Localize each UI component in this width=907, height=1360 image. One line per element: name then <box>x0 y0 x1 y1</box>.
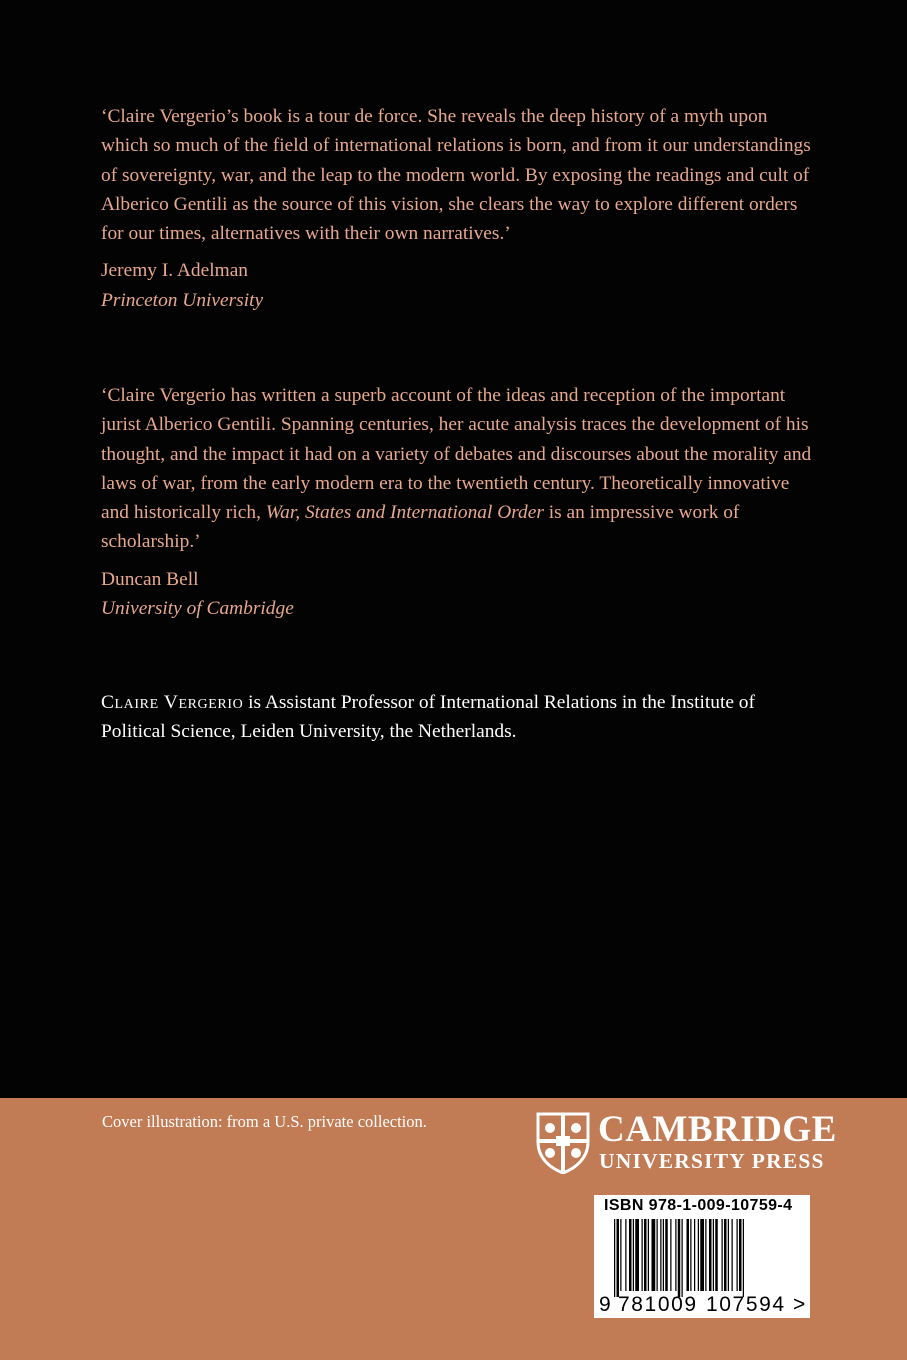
cambridge-logo <box>536 1109 837 1176</box>
barcode-bar <box>743 1219 744 1297</box>
publisher-subtitle: UNIVERSITY PRESS <box>599 1149 825 1173</box>
barcode-bar <box>660 1219 661 1291</box>
barcode-bar <box>682 1219 683 1297</box>
isbn-label: ISBN 978-1-009-10759-4 <box>604 1197 793 1214</box>
quote-1-text: ‘Claire Vergerio’s book is a tour de force. She reveals the deep history of a myth upon which so much of the field of international relations is born, and from it our understandings of sovereignty, war, and the leap to the modern world. By exposing the readings and cult of Alberico Gentili as the source of this vision, she clears the way to explore different orders for our times, alternatives with their own narratives.’ <box>101 106 811 245</box>
publisher-name: CAMBRIDGE <box>598 1109 837 1150</box>
barcode-bar <box>633 1219 634 1291</box>
barcode-bar <box>694 1219 695 1291</box>
barcode-bar <box>665 1219 668 1291</box>
barcode-digits-right: 107594 <box>706 1293 786 1316</box>
barcode-bar <box>617 1219 620 1297</box>
barcode-bar <box>648 1219 649 1291</box>
barcode-end-mark: > <box>793 1293 806 1316</box>
barcode-bar <box>698 1219 699 1291</box>
barcode-bar <box>663 1219 664 1291</box>
barcode-bar <box>739 1219 742 1291</box>
barcode-bar <box>690 1219 691 1291</box>
barcode-bar <box>715 1219 718 1291</box>
author-name: Claire Vergerio <box>101 692 244 713</box>
barcode-bar <box>705 1219 706 1291</box>
cambridge-shield-icon <box>536 1112 590 1174</box>
author-bio <box>101 688 821 747</box>
endorsement-quote-2 <box>101 381 813 623</box>
barcode-bar <box>644 1219 647 1291</box>
barcode-bar <box>687 1219 690 1291</box>
barcode-bar <box>614 1219 615 1297</box>
barcode-bar <box>700 1219 704 1291</box>
barcode-bar <box>713 1219 714 1291</box>
quote-1-author: Jeremy I. Adelman <box>101 260 249 282</box>
barcode-bar <box>629 1219 632 1291</box>
quote-2-text <box>101 381 813 557</box>
barcode-bar <box>709 1219 712 1291</box>
quote-2-book-title: War, States and International Order <box>265 502 544 524</box>
quote-2-author: Duncan Bell <box>101 568 199 590</box>
barcode-bar <box>642 1219 643 1291</box>
barcode-bar <box>657 1219 658 1291</box>
endorsement-quote-1 <box>101 102 813 315</box>
quote-1-affiliation: Princeton University <box>101 289 264 311</box>
barcode-bar <box>728 1219 729 1291</box>
barcode-bar <box>724 1219 727 1291</box>
barcode-bar <box>625 1219 626 1291</box>
author-bio-text: is Assistant Professor of International Relations in the Institute of Political Science, Leiden University, the Netherlands. <box>101 692 755 743</box>
quote-2-text-before: ‘Claire Vergerio has written a superb account of the ideas and reception of the important jurist Alberico Gentili. Spanning centuries, her acute analysis traces the development of his thought, and the impact it had on a variety of debates and discourses about the morality and laws of war, from the early modern era to the twentieth century. Theoretically innovative and historically rich, <box>101 385 812 524</box>
quote-2-affiliation: University of Cambridge <box>101 598 294 620</box>
cover-credit: Cover illustration: from a U.S. private collection. <box>102 1112 427 1131</box>
quote-2-text-after: is an impressive work of scholarship.’ <box>101 502 740 553</box>
barcode-bar <box>722 1219 723 1291</box>
barcode-digit-lead: 9 <box>599 1293 611 1316</box>
isbn-barcode <box>594 1195 810 1318</box>
barcode-bar <box>620 1219 621 1291</box>
barcode-bar <box>737 1219 738 1291</box>
barcode-bar <box>732 1219 733 1291</box>
barcode-bar <box>678 1219 681 1297</box>
barcode-bar <box>675 1219 676 1291</box>
barcode-bar <box>670 1219 671 1291</box>
barcode-digits-left: 781009 <box>618 1293 698 1316</box>
barcode-bar <box>652 1219 656 1291</box>
barcode-bar <box>635 1219 639 1291</box>
